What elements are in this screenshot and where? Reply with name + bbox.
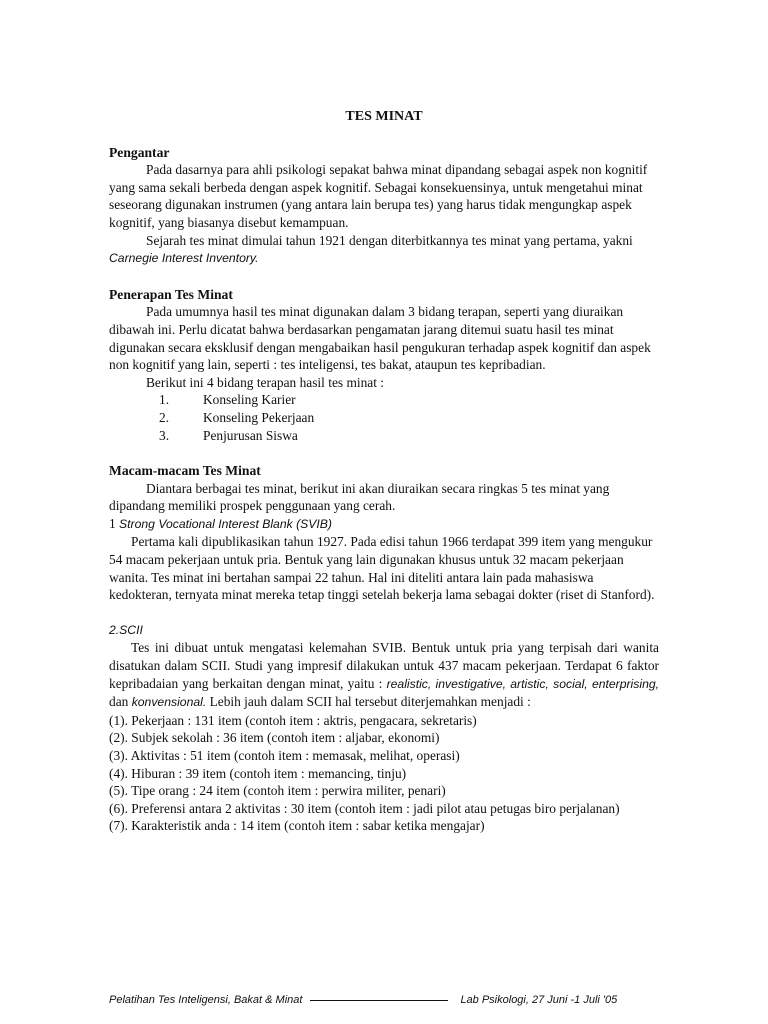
paragraph: Diantara berbagai tes minat, berikut ini akan diuraikan secara ringkas 5 tes minat yang dipandang memiliki prospek penggunaan yang cerah. — [109, 480, 610, 514]
emphasis-text: Carnegie Interest Inventory. — [109, 251, 259, 266]
list-text: Konseling Karier — [203, 392, 296, 408]
footer-right-text: Lab Psikologi, 27 Juni -1 Juli '05 — [460, 994, 618, 1006]
list-item: (1). Pekerjaan : 131 item (contoh item : aktris, pengacara, sekretaris) — [109, 712, 477, 728]
list-number: 3. — [159, 427, 170, 443]
emphasis-text: konvensional. — [131, 695, 207, 710]
list-item: (7). Karakteristik anda : 14 item (contoh item : sabar ketika mengajar) — [109, 818, 485, 834]
paragraph — [109, 639, 659, 711]
list-item: (4). Hiburan : 39 item (contoh item : memancing, tinju) — [109, 765, 407, 781]
paragraph: Berikut ini 4 bidang terapan hasil tes minat : — [146, 374, 385, 390]
list-text: Penjurusan Siswa — [203, 427, 298, 443]
subsection-number: 1 — [109, 515, 120, 531]
list-item: (5). Tipe orang : 24 item (contoh item : perwira militer, penari) — [109, 783, 446, 799]
paragraph: Pertama kali dipublikasikan tahun 1927. Pada edisi tahun 1966 terdapat 399 item yang mengukur 54 macam pekerjaan untuk pria. Bentuk yang lain digunakan khusus untuk 32 macam pekerjaan wanita. Tes minat ini bertahan sampai 22 tahun. Hal ini diteliti antara lain pada mahasiswa kedokteran, ternyata minat mereka tetap tinggi setelah bekerja lama sebagai dokter (riset di Stanford). — [109, 534, 655, 603]
document-body — [109, 108, 659, 835]
list-item — [109, 391, 659, 409]
list-item — [109, 427, 659, 445]
list-number: 2. — [159, 409, 170, 425]
page-footer — [109, 994, 659, 1006]
subsection-title — [109, 515, 659, 534]
list-number: 1. — [159, 392, 170, 408]
subsection-name: Strong Vocational Interest Blank (SVIB) — [119, 516, 332, 531]
list-item — [109, 409, 659, 427]
text: Tes ini dibuat untuk mengatasi kelemahan SVIB. Bentuk untuk pria yang terpisah dari wanita disatukan dalam SCII. Studi yang impresif dilakukan untuk 437 macam pekerjaan. Terdapat 6 faktor kepribadaian yang berkaitan dengan minat, yaitu : — [109, 640, 659, 691]
text: dan — [109, 694, 132, 710]
section-heading-pengantar: Pengantar — [109, 144, 170, 160]
emphasis-text: realistic, investigative, artistic, social, enterprising, — [386, 676, 660, 691]
list-text: Konseling Pekerjaan — [203, 409, 315, 425]
subsection-title: 2.SCII — [109, 622, 143, 637]
text: Lebih jauh dalam SCII hal tersebut diterjemahkan menjadi : — [206, 694, 531, 710]
section-heading-penerapan: Penerapan Tes Minat — [109, 286, 233, 302]
footer-left-text: Pelatihan Tes Inteligensi, Bakat & Minat — [109, 994, 303, 1006]
list-item: (6). Preferensi antara 2 aktivitas : 30 item (contoh item : jadi pilot atau petugas biro perjalanan) — [109, 800, 620, 816]
text: Sejarah tes minat dimulai tahun 1921 dengan diterbitkannya tes minat yang pertama, yakni — [146, 232, 633, 248]
justified-block — [109, 639, 659, 835]
numbered-list — [109, 391, 659, 444]
paragraph: Pada umumnya hasil tes minat digunakan dalam 3 bidang terapan, seperti yang diuraikan dibawah ini. Perlu dicatat bahwa berdasarkan pengamatan jarang ditemui suatu hasil tes minat digunakan secara eksklusif dengan mengabaikan hasil pengukuran terhadap aspek kognitif dan aspek non kognitif yang lain, seperti : tes inteligensi, tes bakat, ataupun tes kepribadian. — [109, 304, 651, 373]
paragraph: Pada dasarnya para ahli psikologi sepakat bahwa minat dipandang sebagai aspek non kognitif yang sama sekali berbeda dengan aspek kognitif. Sebagai konsekuensinya, untuk mengetahui minat seseorang digunakan instrumen (yang antara lain berupa tes) yang harus tidak mengungkap aspek kognitif, yang biasanya disebut kemampuan. — [109, 162, 648, 230]
list-item: (3). Aktivitas : 51 item (contoh item : memasak, melihat, operasi) — [109, 748, 460, 763]
section-heading-macam: Macam-macam Tes Minat — [109, 463, 261, 479]
footer-rule — [310, 1000, 448, 1001]
paragraph — [109, 232, 659, 268]
page-title: TES MINAT — [345, 109, 423, 124]
list-item: (2). Subjek sekolah : 36 item (contoh item : aljabar, ekonomi) — [109, 730, 440, 746]
